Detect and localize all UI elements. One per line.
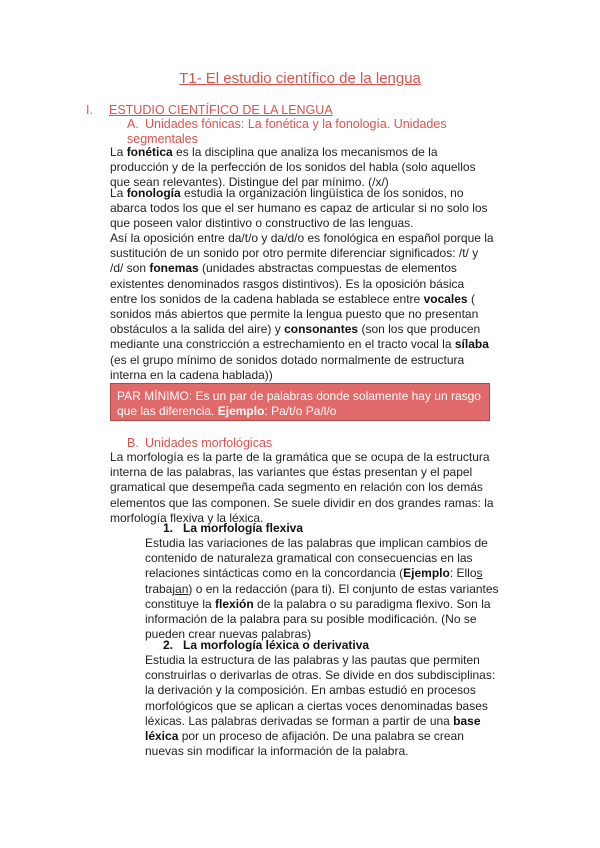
text-run: (es el grupo mínimo de sonidos dotado normalmente de estructura interna en la cadena hablada)) [110, 352, 465, 382]
text-run: por un proceso de afijación. De una palabra se crean nuevas sin modificar la información de la palabra. [145, 729, 464, 759]
section-title: ESTUDIO CIENTÍFICO DE LA LENGUA [109, 103, 333, 117]
text-run: : Ello [449, 566, 477, 581]
text-run: ( sonidos más abiertos que permite la lengua puesto que no presentan obstáculos a la salida del aire) y [110, 291, 479, 337]
item-1-number: 1. [163, 521, 174, 535]
paragraph-lexica [145, 653, 501, 759]
paragraph-morfologia: La morfología es la parte de la gramática que se ocupa de la estructura interna de las palabras, las variantes que éstas presentan y el papel gramatical que desempeña cada segmento en relación con los demás elementos que las componen. Se suele dividir en dos grandes ramas: la morfología flexiva y la léxica. [110, 450, 494, 525]
subsection-b-title: Unidades morfológicas [145, 436, 273, 450]
par-minimo-callout [110, 383, 490, 421]
subsection-b-heading [127, 436, 272, 451]
bold-term: base léxica [145, 713, 481, 744]
bold-term: fonemas [149, 261, 199, 276]
subsection-a-letter: A. [127, 117, 139, 131]
bold-term: flexión [215, 596, 254, 611]
item-1-heading [163, 521, 303, 535]
subsection-a-title: Unidades fónicas: La fonética y la fonología. Unidades segmentales [127, 117, 447, 146]
underlined-suffix: s [476, 566, 483, 581]
text-run: Estudia las variaciones de las palabras que implican cambios de contenido de naturaleza gramatical con consecuencias en las relaciones sintácticas como en la concordancia ( [145, 536, 488, 581]
bold-term: Ejemplo [403, 566, 450, 581]
underlined-suffix: an [175, 581, 189, 596]
section-number: I. [86, 103, 93, 117]
text-run: es la disciplina que analiza los mecanismos de la producción y de la perfección de los sonidos del habla (solo aquellos que sean relevantes). Distingue del par mínimo. (/x/) [110, 145, 476, 190]
subsection-b-letter: B. [127, 436, 139, 450]
paragraph-flexiva [145, 536, 501, 642]
bold-term: sílaba [454, 337, 489, 352]
paragraph-oposicion [110, 231, 494, 383]
subsection-a-heading [127, 117, 472, 147]
item-2-title: La morfología léxica o derivativa [183, 638, 370, 652]
text-run: (unidades abstractas compuestas de elementos existentes denominados rasgos distintivos). Es la oposición básica entre los sonidos de la cadena hablada se establece entre [110, 261, 465, 306]
text-run: de la palabra o su paradigma flexivo. Son la información de la palabra para su posible modificación. (No se pueden crear nuevas palabras) [145, 596, 491, 642]
item-1-title: La morfología flexiva [183, 521, 304, 535]
bold-term: Ejemplo [217, 404, 265, 418]
text-run: La [110, 145, 127, 159]
text-run: Así la oposición entre da/t/o y da/d/o es fonológica en español porque la sustitución de un sonido por otro permite diferenciar significados: /t/ y /d/ son [110, 231, 494, 276]
paragraph-fonologia [110, 186, 494, 232]
text-run: (son los que producen mediante una constricción a estrechamiento en el tracto vocal la [110, 322, 481, 352]
item-2-heading [163, 638, 369, 652]
text-run: La [110, 186, 127, 200]
text-run: trabaj [145, 581, 176, 596]
bold-term: consonantes [284, 322, 359, 337]
text-run: Estudia la estructura de las palabras y las pautas que permiten construirlas o derivarlas de otras. Se divide en dos subdisciplinas: la derivación y la composición. En ambas estudió en procesos morfológicos que se aplican a ciertas voces denominadas bases léxicas. Las palabras derivadas se forman a partir de una [145, 653, 496, 728]
bold-term: fonología [126, 186, 181, 200]
text-run: estudia la organización lingüística de los sonidos, no abarca todos los que el ser humano es capaz de articular si no solo los que poseen valor distintivo o constructivo de las lenguas. [110, 186, 488, 231]
item-2-number: 2. [163, 638, 174, 652]
text-run: : Pa/t/o Pa/l/o [264, 404, 337, 418]
bold-term: vocales [423, 291, 468, 306]
text-run: ) o en la redacción (para ti). El conjunto de estas variantes constituye la [145, 581, 499, 611]
document-title: T1- El estudio científico de la lengua [179, 70, 421, 87]
bold-term: fonética [126, 145, 173, 159]
paragraph-fonetica [110, 145, 494, 191]
text-run: PAR MÍNIMO: Es un par de palabras donde solamente hay un rasgo que las diferencia. [117, 389, 481, 418]
